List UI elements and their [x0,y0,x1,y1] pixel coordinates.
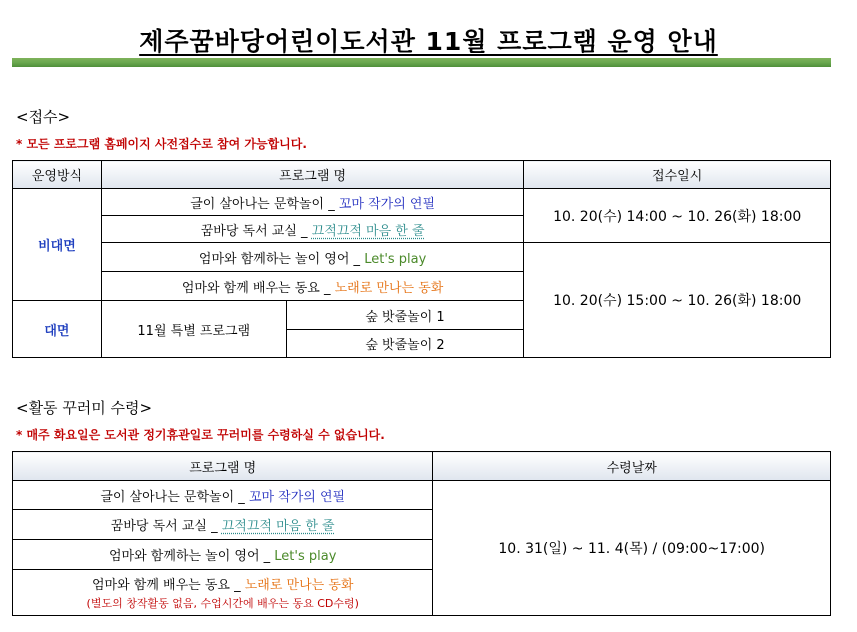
pickup-date: 10. 31(일) ~ 11. 4(목) / (09:00~17:00) [433,481,831,616]
program-name: 꿈바당 독서 교실 _ [110,519,222,534]
program-cell [13,510,433,540]
section-heading-pickup: <활동 꾸러미 수령> [16,399,153,417]
program-name: 엄마와 함께하는 놀이 영어 _ [198,251,365,267]
program-name: 꿈바당 독서 교실 _ [200,223,312,239]
method-online: 비대면 [13,189,102,301]
program-name: 글이 살아나는 문학놀이 _ [100,489,249,505]
reception-date-1: 10. 20(수) 14:00 ~ 10. 26(화) 18:00 [524,189,831,243]
program-cell [101,243,523,272]
program-cell [101,272,523,301]
page-title: 제주꿈바당어린이도서관 11월 프로그램 운영 안내 [139,27,718,56]
program-name: 엄마와 함께 배우는 동요 _ [91,578,245,593]
special-item: 숲 밧줄놀이 2 [286,330,524,358]
program-subtitle: 노래로 만나는 동화 [334,280,444,296]
reception-table [12,160,831,358]
section-heading-reception: <접수> [16,108,71,126]
table-header-row [13,452,831,481]
header-program: 프로그램 명 [101,161,523,189]
program-name: 엄마와 함께 배우는 동요 _ [181,280,335,296]
title-divider [12,58,831,67]
program-subtitle: 노래로 만나는 동화 [244,578,354,593]
special-item: 숲 밧줄놀이 1 [286,301,524,330]
table-row [13,243,831,272]
program-cell [13,481,433,510]
program-cell [101,216,523,243]
table-row [13,189,831,216]
pickup-table [12,451,831,616]
header-reception-date: 접수일시 [524,161,831,189]
program-name: 글이 살아나는 문학놀이 _ [190,196,339,212]
program-name: 엄마와 함께하는 놀이 영어 _ [108,549,275,564]
header-program: 프로그램 명 [13,452,433,481]
pickup-note: * 매주 화요일은 도서관 정기휴관일로 꾸러미를 수령하실 수 없습니다. [16,428,385,442]
program-subtitle: Let's play [274,549,337,564]
special-program-label: 11월 특별 프로그램 [101,301,286,358]
program-subtitle: 꼬마 작가의 연필 [338,196,436,212]
program-subtitle: 꼬마 작가의 연필 [248,489,346,505]
program-subtitle: Let's play [364,251,427,267]
reception-date-2: 10. 20(수) 15:00 ~ 10. 26(화) 18:00 [524,243,831,358]
program-subtitle: 끄적끄적 마음 한 줄 [221,519,335,534]
program-subtitle: 끄적끄적 마음 한 줄 [311,223,425,239]
reception-note: * 모든 프로그램 홈페이지 사전접수로 참여 가능합니다. [16,137,307,151]
program-cell [101,189,523,216]
cd-note: (별도의 창작활동 없음, 수업시간에 배우는 동요 CD수령) [86,597,359,610]
table-row [13,481,831,510]
header-method: 운영방식 [13,161,102,189]
header-pickup-date: 수령날짜 [433,452,831,481]
method-offline: 대면 [13,301,102,358]
program-cell [13,570,433,616]
program-cell [13,540,433,570]
table-header-row [13,161,831,189]
